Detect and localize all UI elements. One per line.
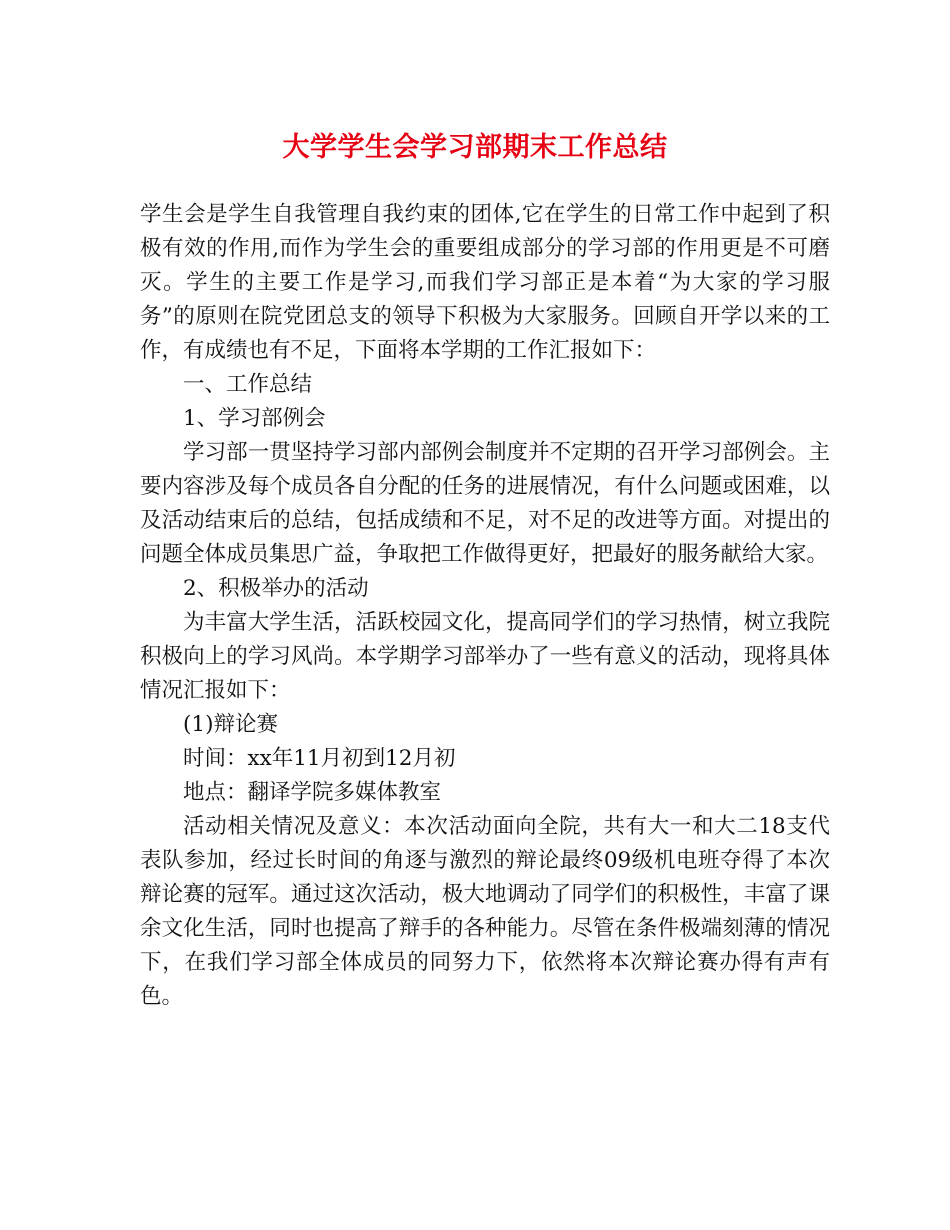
paragraph-intro: 学生会是学生自我管理自我约束的团体,它在学生的日常工作中起到了积极有效的作用,而作为学生会的重要组成部分的学习部的作用更是不可磨灭。学生的主要工作是学习,而我们学习部正是本着“为大家的学习服务”的原则在院党团总支的领导下积极为大家服务。回顾自开学以来的工作，有成绩也有不足，下面将本学期的工作汇报如下： xyxy=(140,202,830,363)
debate-time: 时间：xx年11月初到12月初 xyxy=(183,746,456,771)
subsection-heading-activities: 2、积极举办的活动 xyxy=(183,576,369,601)
subsection-heading-meetings: 1、学习部例会 xyxy=(183,406,326,431)
paragraph-activities: 为丰富大学生活，活跃校园文化，提高同学们的学习热情，树立我院积极向上的学习风尚。本学期学习部举办了一些有意义的活动，现将具体情况汇报如下： xyxy=(140,610,830,703)
item-heading-debate: (1)辩论赛 xyxy=(183,712,278,737)
section-heading-work-summary: 一、工作总结 xyxy=(183,372,313,397)
paragraph-meetings: 学习部一贯坚持学习部内部例会制度并不定期的召开学习部例会。主要内容涉及每个成员各自分配的任务的进展情况，有什么问题或困难，以及活动结束后的总结，包括成绩和不足，对不足的改进等方面。对提出的问题全体成员集思广益，争取把工作做得更好，把最好的服务献给大家。 xyxy=(140,440,830,567)
document-title: 大学学生会学习部期末工作总结 xyxy=(282,132,668,163)
document-body xyxy=(140,198,830,1014)
debate-location: 地点：翻译学院多媒体教室 xyxy=(183,780,442,805)
paragraph-debate-details: 活动相关情况及意义：本次活动面向全院，共有大一和大二18支代表队参加，经过长时间的角逐与激烈的辩论最终09级机电班夺得了本次辩论赛的冠军。通过这次活动，极大地调动了同学们的积极性，丰富了课余文化生活，同时也提高了辩手的各种能力。尽管在条件极端刻薄的情况下，在我们学习部全体成员的同努力下，依然将本次辩论赛办得有声有色。 xyxy=(140,814,830,1009)
